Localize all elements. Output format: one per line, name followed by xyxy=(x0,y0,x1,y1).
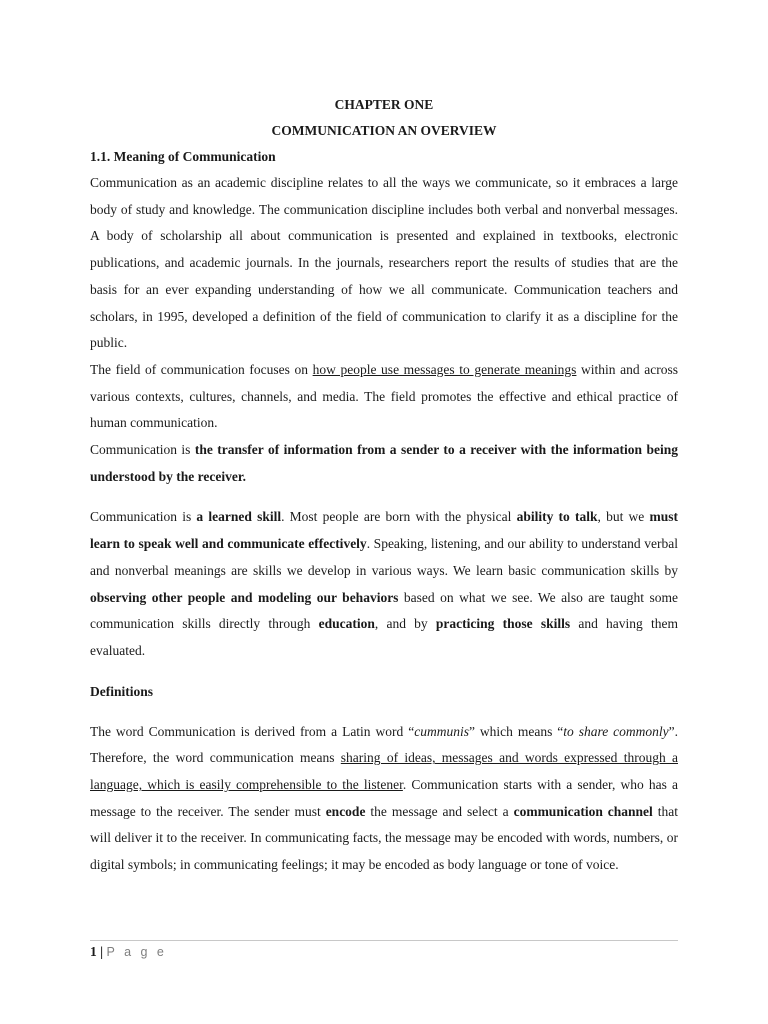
paragraph-2-text-a: The field of communication focuses on xyxy=(90,361,313,377)
page-footer xyxy=(90,942,167,962)
p4-text-4: . Speaking, listening, and our ability to understand verbal and nonverbal meanings are skills we develop in various ways. We learn basic communication skills by xyxy=(90,536,678,578)
page-label: P a g e xyxy=(106,945,167,959)
p4-bold-5: education xyxy=(318,616,375,632)
footer-separator: | xyxy=(100,944,104,959)
paragraph-2 xyxy=(90,357,678,437)
paragraph-2-underline: how people use messages to generate meanings xyxy=(312,361,577,377)
p4-text-3: , but we xyxy=(597,509,650,525)
p5-bold-1: encode xyxy=(325,803,366,819)
p4-bold-2: ability to talk xyxy=(516,509,598,525)
p4-text-7: and having them evaluated. xyxy=(90,616,678,658)
p4-text-1: Communication is xyxy=(90,509,197,525)
paragraph-4 xyxy=(90,504,678,664)
p4-text-6: , and by xyxy=(374,616,436,632)
p5-bold-2: communication channel xyxy=(513,803,653,819)
definitions-title: Definitions xyxy=(90,683,154,699)
p4-bold-4: observing other people and modeling our behaviors xyxy=(90,589,399,605)
page-content xyxy=(90,92,678,879)
p5-text-4: . Communication starts with a sender, who has a message to the receiver. The sender must xyxy=(90,777,678,819)
p4-bold-6: practicing those skills xyxy=(435,616,571,632)
p4-bold-1: a learned skill xyxy=(196,509,282,525)
p5-italic-2: to share commonly xyxy=(563,723,669,739)
p5-italic-1: cummunis xyxy=(414,723,469,739)
spacer xyxy=(90,490,678,504)
section-title: 1.1. Meaning of Communication xyxy=(90,149,276,164)
paragraph-3-text: Communication is xyxy=(90,442,195,458)
p5-text-2: ” which means “ xyxy=(468,723,564,739)
chapter-subtitle: COMMUNICATION AN OVERVIEW xyxy=(271,123,497,138)
p5-text-3: ”. Therefore, the word communication means xyxy=(90,723,679,766)
paragraph-5 xyxy=(90,719,678,879)
chapter-title: CHAPTER ONE xyxy=(334,97,434,112)
paragraph-3 xyxy=(90,437,678,490)
p5-text-6: that will deliver it to the receiver. In communicating facts, the message may be encoded with words, numbers, or digital symbols; in communicating feelings; it may be encoded as body language or tone of voice. xyxy=(90,803,678,873)
p4-bold-3: must learn to speak well and communicate effectively xyxy=(90,509,679,552)
paragraph-1: Communication as an academic discipline relates to all the ways we communicate, so it embraces a large body of study and knowledge. The communication discipline includes both verbal and nonverbal messages. A body of scholarship all about communication is presented and explained in textbooks, electronic publications, and academic journals. In the journals, researchers report the results of studies that are the basis for an ever expanding understanding of how we all communicate. Communication teachers and scholars, in 1995, developed a definition of the field of communication to clarify it as a discipline for the public. xyxy=(90,175,678,351)
spacer xyxy=(90,705,678,719)
p5-text-1: The word Communication is derived from a Latin word “ xyxy=(90,723,415,739)
paragraph-3-bold: the transfer of information from a sender to a receiver with the information being understood by the receiver. xyxy=(90,442,678,484)
p4-text-5: based on what we see. We also are taught some communication skills directly through xyxy=(90,589,678,632)
footer-rule xyxy=(90,940,678,941)
p5-text-5: the message and select a xyxy=(365,803,514,819)
page-number: 1 xyxy=(90,944,97,959)
p4-text-2: . Most people are born with the physical xyxy=(281,509,517,525)
paragraph-2-text-b: within and across various contexts, cultures, channels, and media. The field promotes the effective and ethical practice of human communication. xyxy=(90,361,678,431)
spacer xyxy=(90,665,678,679)
p5-underline-1: sharing of ideas, messages and words expressed through a language, which is easily comprehensible to the listener xyxy=(90,750,678,793)
